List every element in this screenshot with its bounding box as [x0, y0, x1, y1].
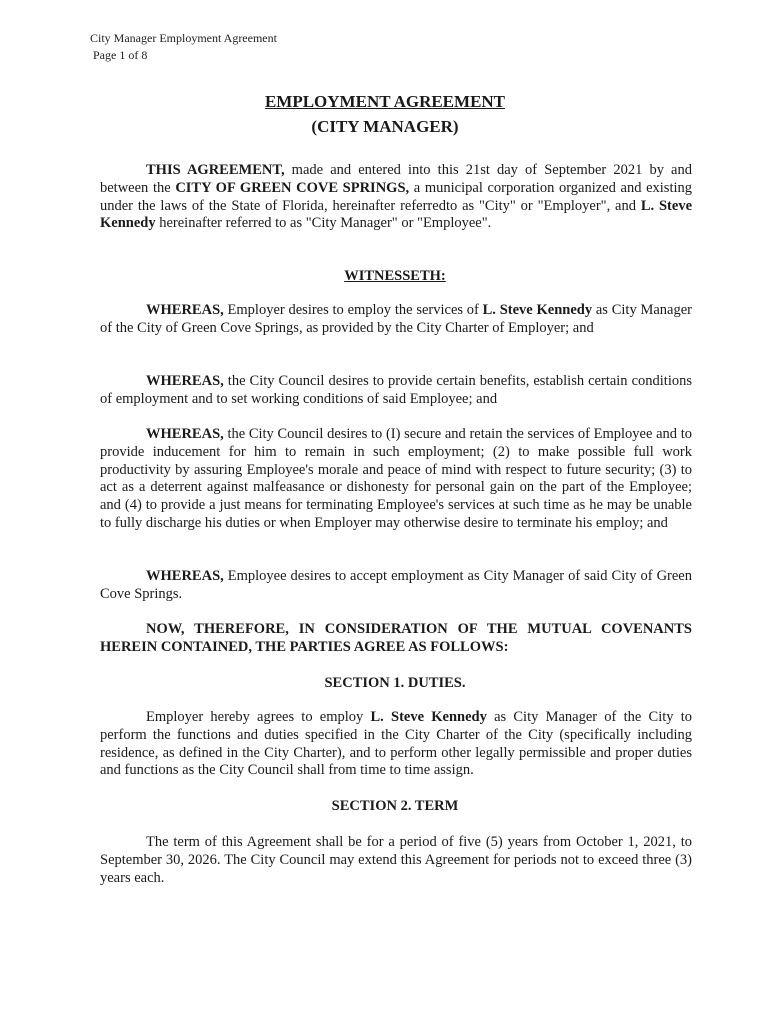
whereas-paragraph-2: WHEREAS, the City Council desires to provide certain benefits, establish certain conditions of employment and to set working conditions of said Employee; and — [100, 373, 692, 407]
section-1-heading: SECTION 1. DUTIES. — [324, 675, 466, 691]
whereas-paragraph-4: WHEREAS, Employee desires to accept employment as City Manager of said City of Green Cove Springs. — [100, 568, 692, 602]
section-1-paragraph: Employer hereby agrees to employ L. Steve Kennedy as City Manager of the City to perform the functions and duties specified in the City Charter of the City (specifically including residence, as defined in the City Charter), and to perform other legally permissible and proper duties and functions as the City Council shall from time to time assign. — [100, 709, 693, 779]
document-title: EMPLOYMENT AGREEMENT — [264, 92, 506, 111]
page-number: Page 1 of 8 — [93, 48, 148, 62]
now-therefore-paragraph: NOW, THEREFORE, IN CONSIDERATION OF THE MUTUAL COVENANTS HEREIN CONTAINED, THE PARTIES AGREE AS FOLLOWS: — [100, 621, 692, 655]
document-subtitle: (CITY MANAGER) — [311, 117, 459, 136]
intro-paragraph: THIS AGREEMENT, made and entered into this 21st day of September 2021 by and between the CITY OF GREEN COVE SPRINGS, a municipal corporation organized and existing under the laws of the State of Florida, hereinafter referredto as "City" or "Employer", and L. Steve Kennedy hereinafter referred to as "City Manager" or "Employee". — [100, 162, 693, 232]
section-2-heading: SECTION 2. TERM — [331, 798, 459, 814]
intro-lead: THIS AGREEMENT, — [146, 162, 285, 178]
whereas-paragraph-3: WHEREAS, the City Council desires to (I) secure and retain the services of Employee and to provide inducement for him to remain in such employment; (2) to make possible full work productivity by assuring Employee's morale and peace of mind with respect to future security; (3) to act as a deterrent against malfeasance or dishonesty for personal gain on the part of the Employee; and (4) to provide a just means for terminating Employee's services at such time as he may be unable to fully discharge his duties or when Employer may otherwise desire to terminate his employ; and — [100, 426, 692, 531]
running-header — [90, 30, 277, 64]
party-employee: L. Steve Kennedy — [100, 197, 692, 232]
witnesseth-heading: WITNESSETH: — [344, 268, 446, 284]
whereas-paragraph-1: WHEREAS, Employer desires to employ the services of L. Steve Kennedy as City Manager of the City of Green Cove Springs, as provided by the City Charter of Employer; and — [100, 302, 692, 336]
section-2-paragraph: The term of this Agreement shall be for a period of five (5) years from October 1, 2021, to September 30, 2026. The City Council may extend this Agreement for periods not to exceed three (3) years each. — [100, 834, 692, 886]
party-city: CITY OF GREEN COVE SPRINGS, — [175, 179, 410, 196]
header-title: City Manager Employment Agreement — [90, 31, 277, 45]
